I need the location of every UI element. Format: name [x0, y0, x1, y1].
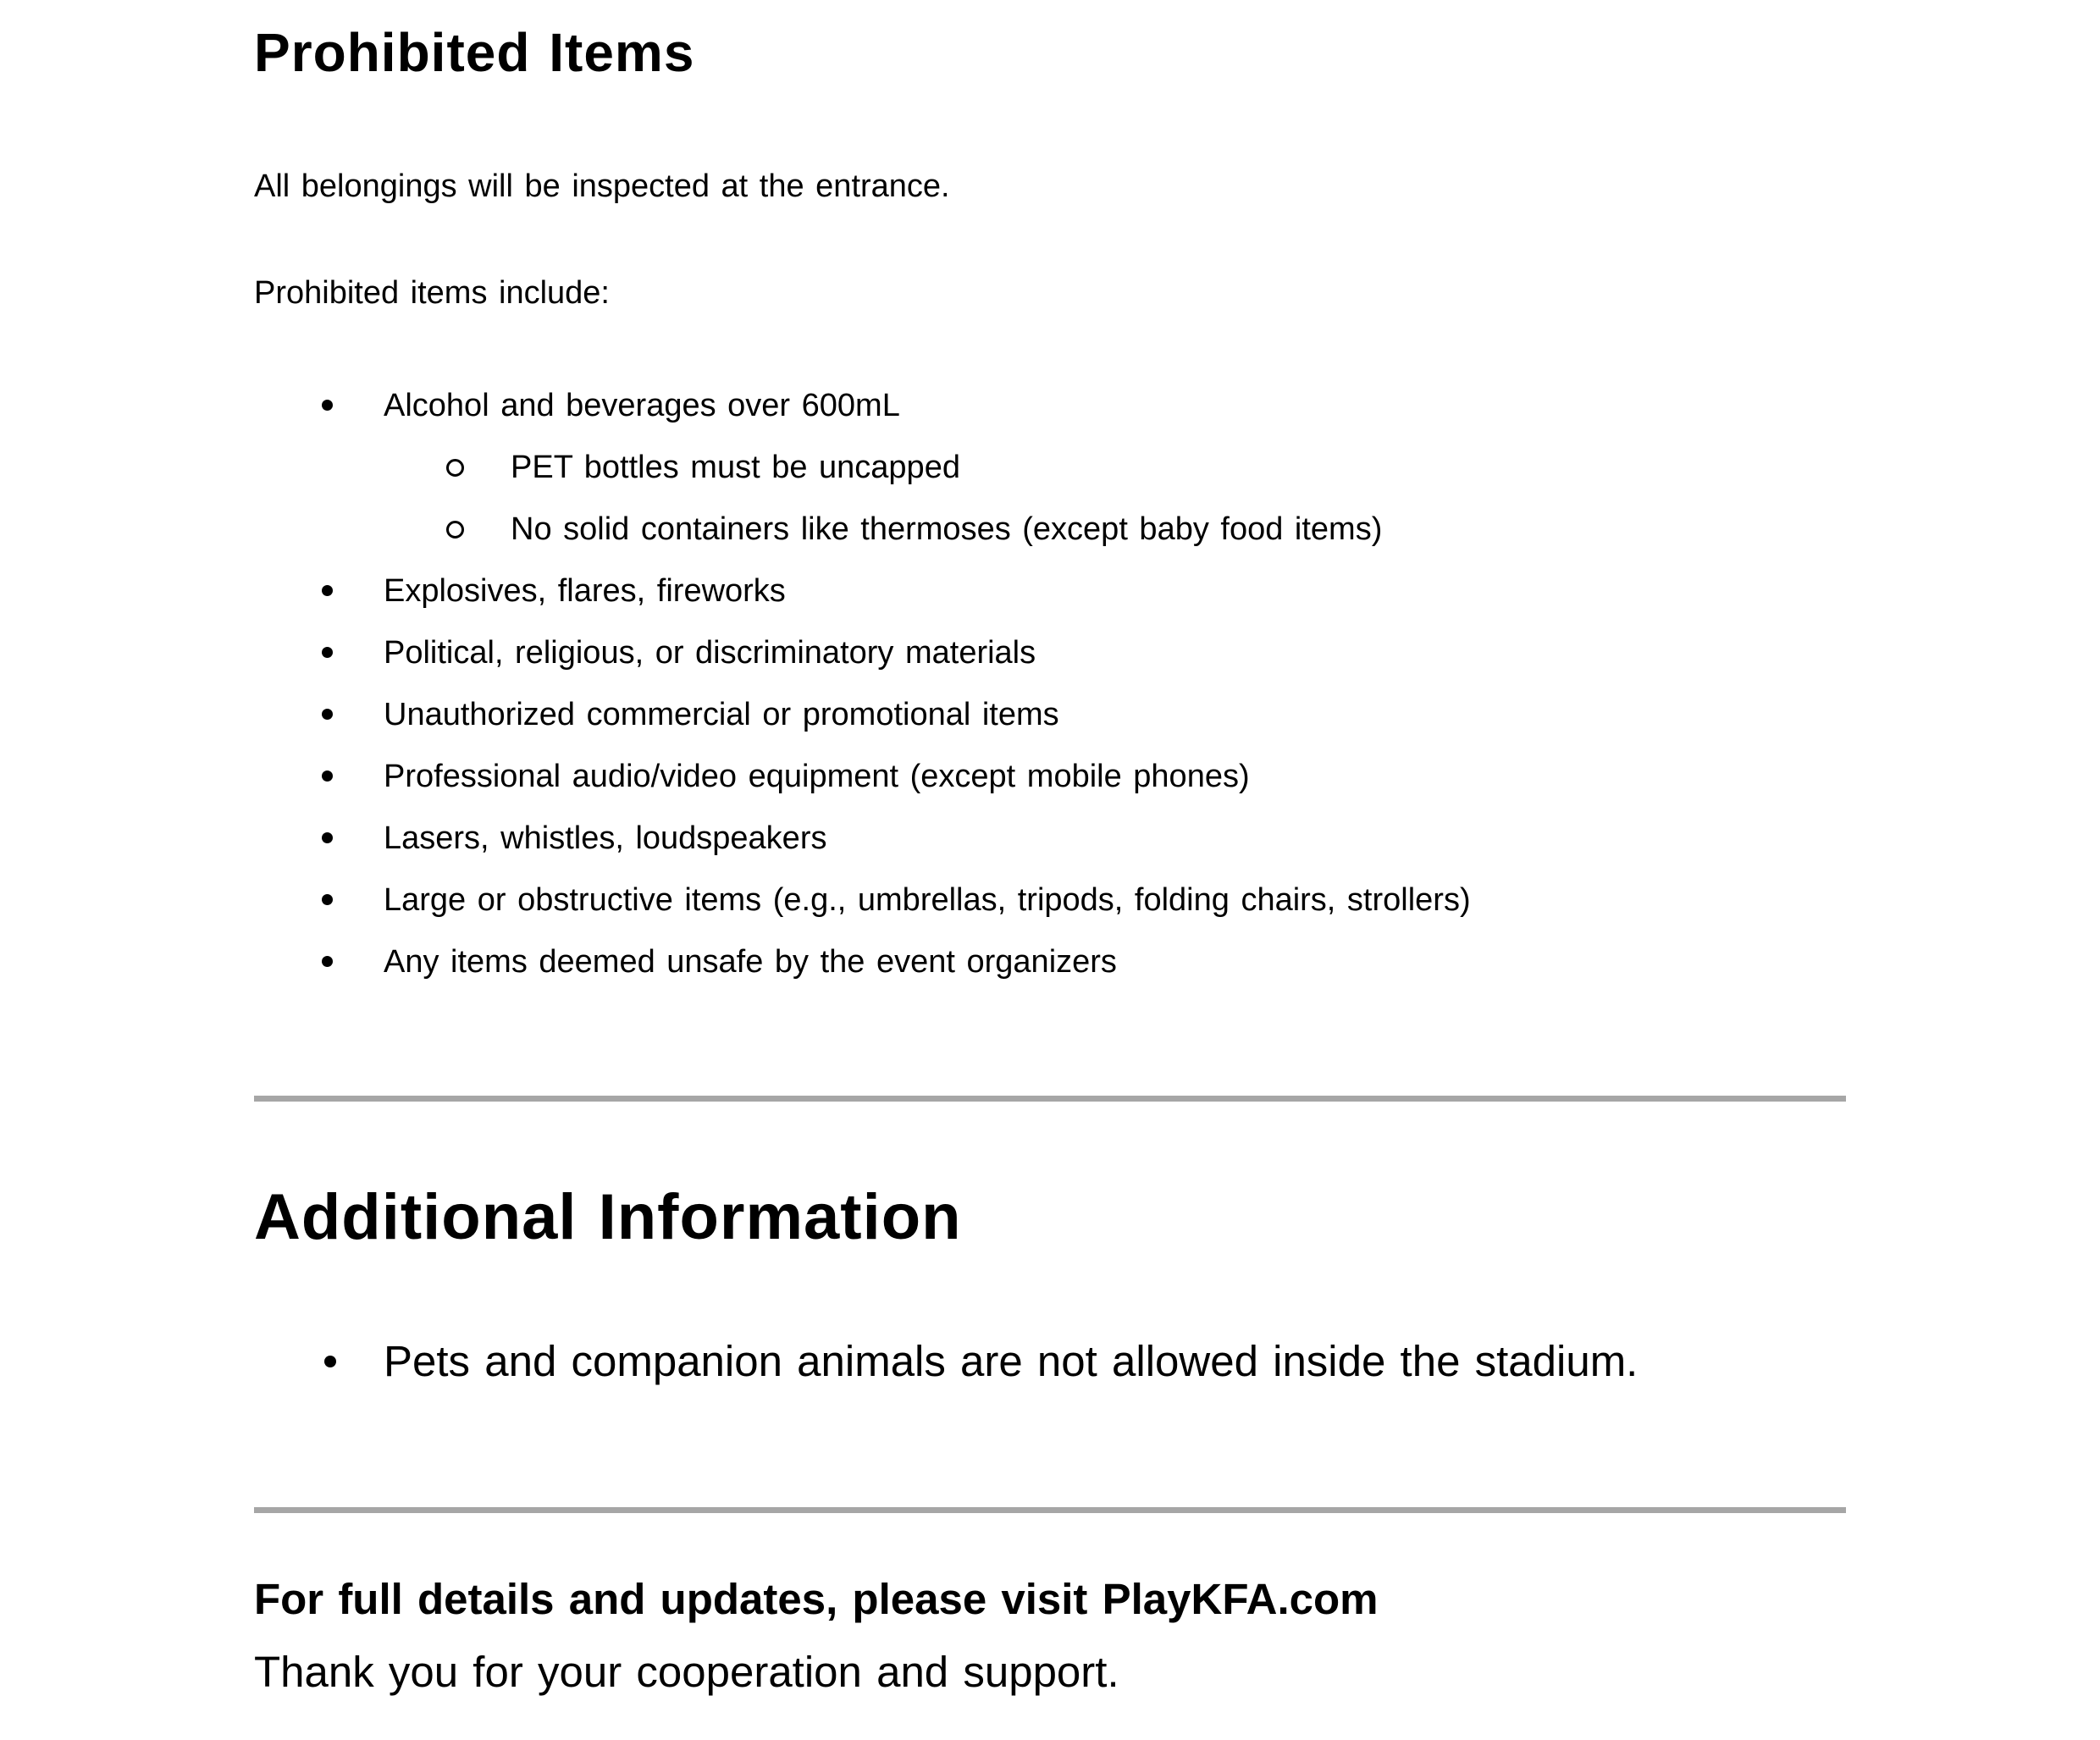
details-link-text: For full details and updates, please visit PlayKFA.com — [254, 1575, 1379, 1623]
inspection-notice-text: All belongings will be inspected at the entrance. — [254, 168, 950, 204]
disc-bullet-icon — [322, 771, 333, 782]
list-item-text: PET bottles must be uncapped — [511, 450, 960, 485]
circle-bullet-icon — [446, 459, 464, 477]
list-item — [384, 757, 1250, 796]
list-item-text: Professional audio/video equipment (except mobile phones) — [384, 759, 1250, 794]
list-item — [384, 881, 1471, 920]
list-item — [511, 510, 1382, 549]
disc-bullet-icon — [322, 894, 333, 905]
list-item — [384, 942, 1117, 981]
disc-bullet-icon — [324, 1356, 336, 1367]
list-item — [384, 633, 1036, 672]
thank-you-text: Thank you for your cooperation and support. — [254, 1648, 1119, 1696]
list-item-text: Alcohol and beverages over 600mL — [384, 388, 900, 423]
section-divider — [254, 1507, 1846, 1513]
list-item — [384, 1336, 1638, 1387]
list-item-text: Lasers, whistles, loudspeakers — [384, 820, 827, 856]
list-item-text: Political, religious, or discriminatory materials — [384, 635, 1036, 671]
list-item-text: Large or obstructive items (e.g., umbrellas, tripods, folding chairs, strollers) — [384, 882, 1471, 918]
disc-bullet-icon — [322, 647, 333, 658]
list-item-text: No solid containers like thermoses (except baby food items) — [511, 511, 1383, 547]
list-item-text: Pets and companion animals are not allowed inside the stadium. — [384, 1337, 1639, 1385]
list-item-text: Any items deemed unsafe by the event organizers — [384, 944, 1117, 980]
additional-information-heading: Additional Information — [254, 1181, 962, 1253]
list-item — [384, 386, 900, 425]
list-item-text: Explosives, flares, fireworks — [384, 573, 786, 609]
disc-bullet-icon — [322, 956, 333, 967]
list-item-text: Unauthorized commercial or promotional items — [384, 697, 1059, 732]
prohibited-items-heading: Prohibited Items — [254, 22, 695, 83]
list-item — [511, 448, 960, 487]
list-item — [384, 695, 1059, 734]
disc-bullet-icon — [322, 832, 333, 843]
list-item — [384, 572, 786, 610]
disc-bullet-icon — [322, 709, 333, 720]
section-divider — [254, 1096, 1846, 1102]
list-item — [384, 819, 826, 858]
prohibited-list-label: Prohibited items include: — [254, 275, 610, 311]
disc-bullet-icon — [322, 400, 333, 411]
circle-bullet-icon — [446, 521, 464, 539]
disc-bullet-icon — [322, 585, 333, 596]
